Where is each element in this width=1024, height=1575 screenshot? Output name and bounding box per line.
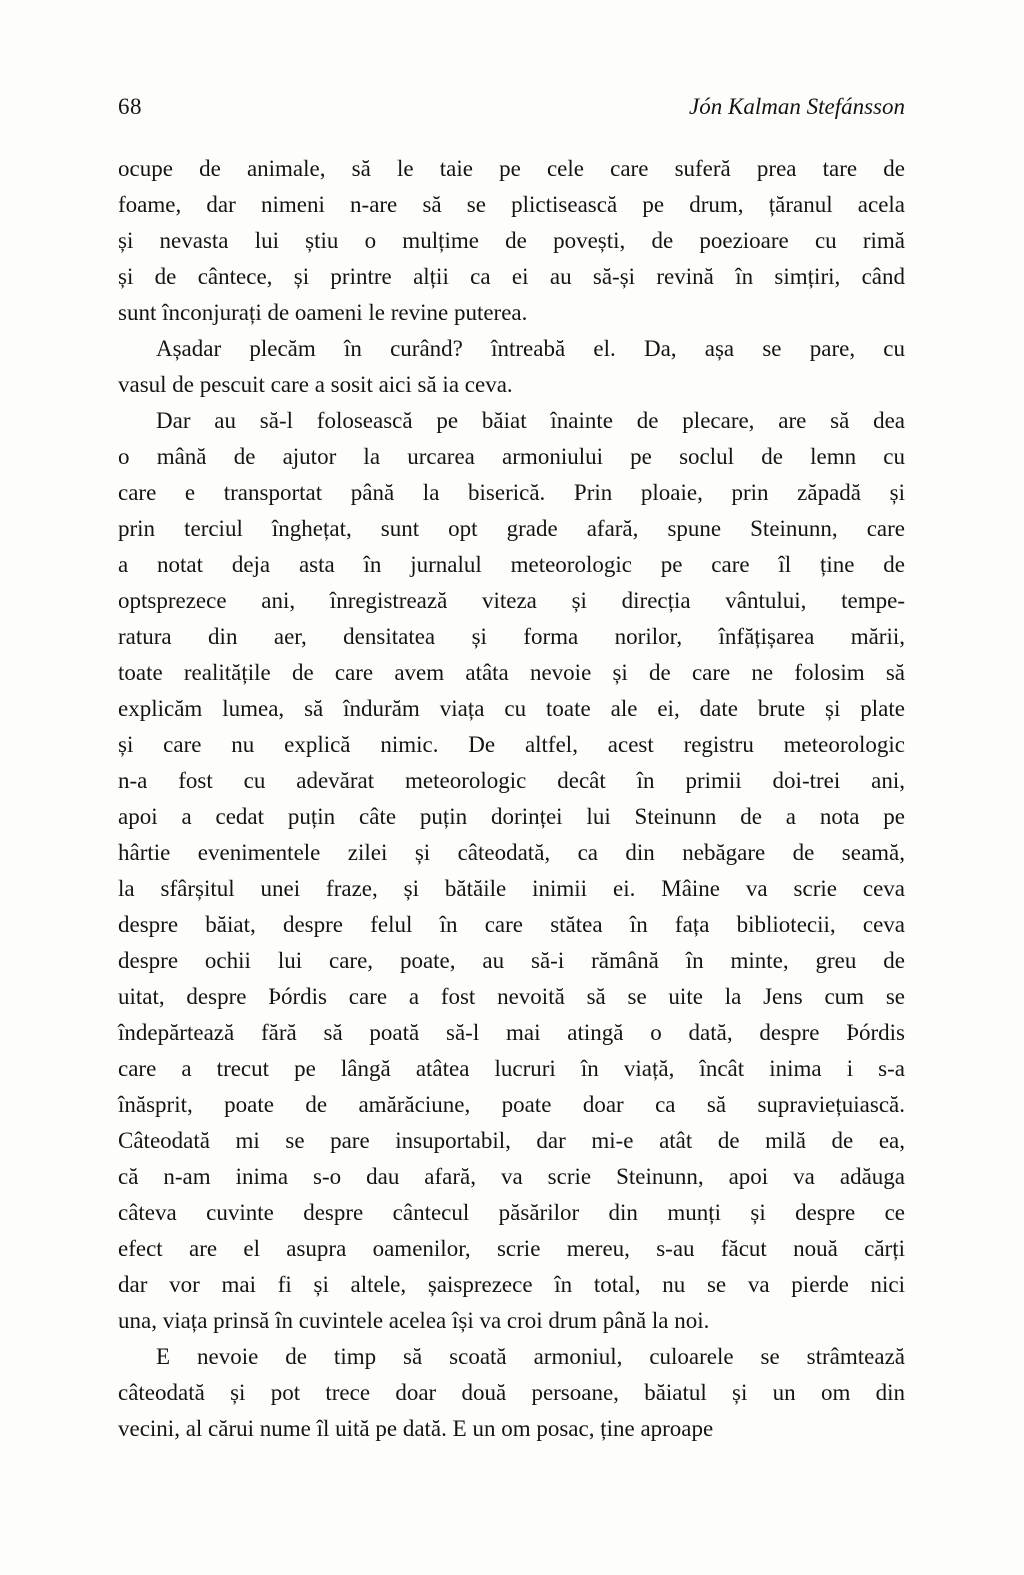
text-line: o mână de ajutor la urcarea armoniului pe soclul de lemn cu <box>118 444 905 469</box>
text-line: explicăm lumea, să îndurăm viața cu toate ale ei, date brute și plate <box>118 696 905 721</box>
text-line: a notat deja asta în jurnalul meteorologic pe care îl ține de <box>118 552 905 577</box>
text-line: și de cântece, și printre alții ca ei au să-și revină în simțiri, când <box>118 264 905 289</box>
text-line: foame, dar nimeni n-are să se plictisească pe drum, țăranul acela <box>118 192 905 217</box>
text-line: vecini, al cărui nume îl uită pe dată. E un om posac, ține aproape <box>118 1416 714 1441</box>
text-line: ocupe de animale, să le taie pe cele care suferă prea tare de <box>118 156 905 181</box>
text-line: toate realitățile de care avem atâta nevoie și de care ne folosim să <box>118 660 905 685</box>
text-line: Câteodată mi se pare insuportabil, dar mi-e atât de milă de ea, <box>118 1128 905 1153</box>
text-line: înăsprit, poate de amărăciune, poate doar ca să supraviețuiască. <box>118 1092 905 1117</box>
text-line: hârtie evenimentele zilei și câteodată, ca din nebăgare de seamă, <box>118 840 905 865</box>
text-line: sunt înconjurați de oameni le revine puterea. <box>118 300 528 325</box>
text-line: că n-am inima s-o dau afară, va scrie Steinunn, apoi va adăuga <box>118 1164 905 1189</box>
page-header <box>118 94 905 120</box>
text-line: despre băiat, despre felul în care stătea în fața bibliotecii, ceva <box>118 912 905 937</box>
running-head-author: Jón Kalman Stefánsson <box>689 94 905 119</box>
text-line: și nevasta lui știu o mulțime de povești, de poezioare cu rimă <box>118 228 905 253</box>
text-line: n-a fost cu adevărat meteorologic decât în primii doi-trei ani, <box>118 768 905 793</box>
text-line: E nevoie de timp să scoată armoniul, culoarele se strâmtează <box>156 1344 905 1369</box>
text-line: uitat, despre Þórdis care a fost nevoită să se uite la Jens cum se <box>118 984 905 1009</box>
text-line: care e transportat până la biserică. Prin ploaie, prin zăpadă și <box>118 480 905 505</box>
text-line: Dar au să-l folosească pe băiat înainte de plecare, are să dea <box>156 408 905 433</box>
text-line: apoi a cedat puțin câte puțin dorinței lui Steinunn de a nota pe <box>118 804 905 829</box>
text-line: la sfârșitul unei fraze, și bătăile inimii ei. Mâine va scrie ceva <box>118 876 905 901</box>
text-line: care a trecut pe lângă atâtea lucruri în viață, încât inima i s-a <box>118 1056 905 1081</box>
text-line: efect are el asupra oamenilor, scrie mereu, s-au făcut nouă cărți <box>118 1236 905 1261</box>
text-line: vasul de pescuit care a sosit aici să ia ceva. <box>118 372 513 397</box>
text-line: și care nu explică nimic. De altfel, acest registru meteorologic <box>118 732 905 757</box>
text-line: câteva cuvinte despre cântecul păsărilor din munți și despre ce <box>118 1200 905 1225</box>
text-line: despre ochii lui care, poate, au să-i rămână în minte, greu de <box>118 948 905 973</box>
paragraph <box>118 403 905 1339</box>
text-line: ratura din aer, densitatea și forma norilor, înfățișarea mării, <box>118 624 905 649</box>
text-line: dar vor mai fi și altele, șaisprezece în total, nu se va pierde nici <box>118 1272 905 1297</box>
page-text <box>118 151 905 1447</box>
text-line: Așadar plecăm în curând? întreabă el. Da, așa se pare, cu <box>156 336 905 361</box>
text-line: optsprezece ani, înregistrează viteza și direcția vântului, tempe- <box>118 588 905 613</box>
text-line: una, viața prinsă în cuvintele acelea își va croi drum până la noi. <box>118 1308 710 1333</box>
paragraph <box>118 331 905 403</box>
page-number: 68 <box>118 94 142 119</box>
text-line: prin terciul înghețat, sunt opt grade afară, spune Steinunn, care <box>118 516 905 541</box>
text-line: câteodată și pot trece doar două persoane, băiatul și un om din <box>118 1380 905 1405</box>
paragraph <box>118 1339 905 1447</box>
text-line: îndepărtează fără să poată să-l mai atingă o dată, despre Þórdis <box>118 1020 905 1045</box>
paragraph <box>118 151 905 331</box>
